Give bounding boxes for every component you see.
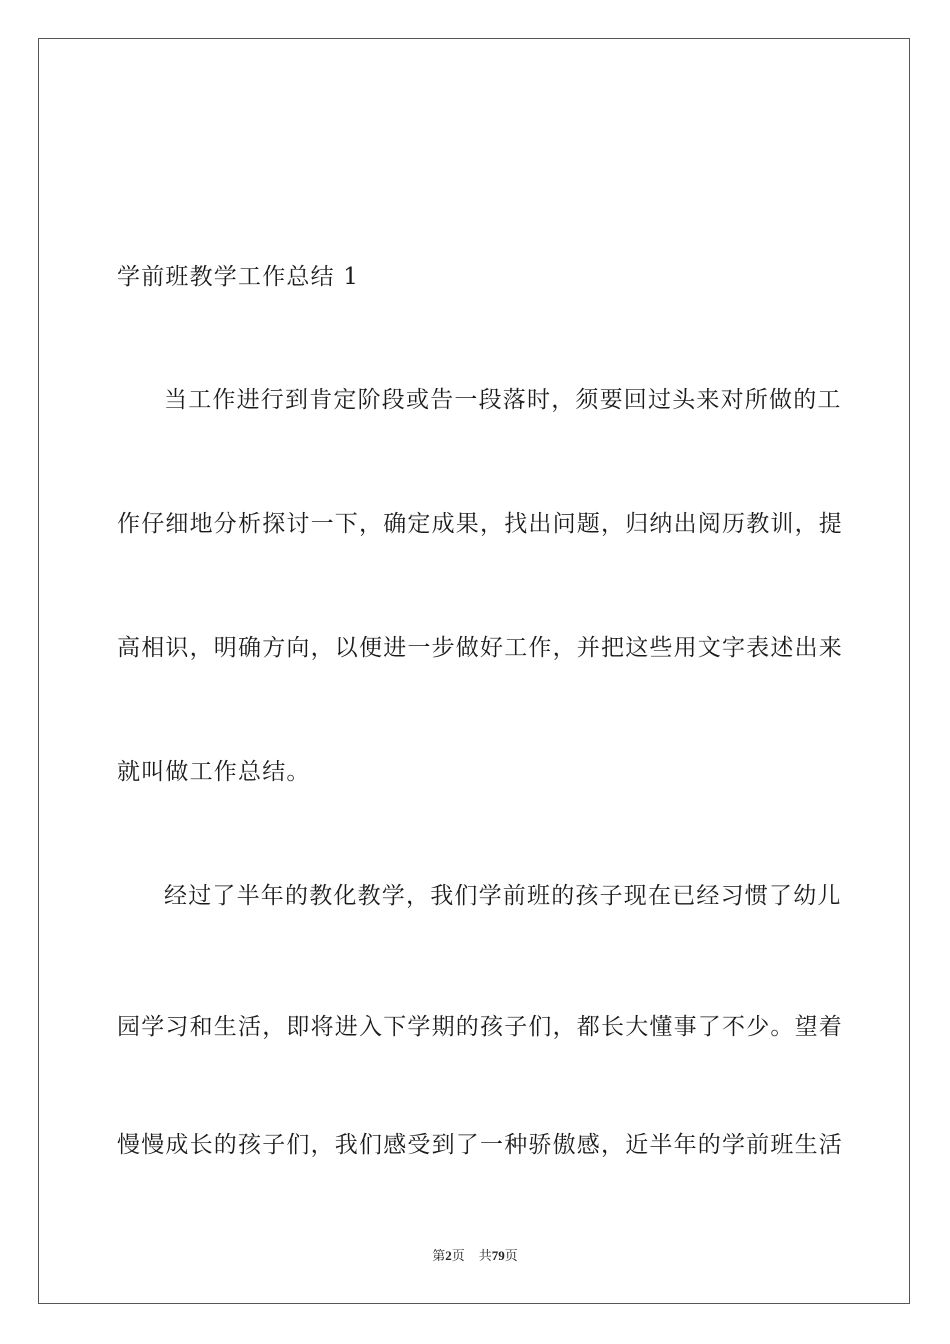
- paragraph-2-line-2: 园学习和生活，即将进入下学期的孩子们，都长大懂事了不少。望着: [117, 1014, 843, 1040]
- total-suffix: 页: [504, 1248, 518, 1263]
- paragraph-2-line-1: 经过了半年的教化教学，我们学前班的孩子现在已经习惯了幼儿: [164, 883, 842, 909]
- paragraph-1-line-3: 高相识，明确方向，以便进一步做好工作，并把这些用文字表述出来: [117, 635, 843, 661]
- paragraph-1-line-4: 就叫做工作总结。: [117, 759, 311, 785]
- paragraph-1-line-2: 作仔细地分析探讨一下，确定成果，找出问题，归纳出阅历教训，提: [117, 511, 843, 537]
- paragraph-1-line-1: 当工作进行到肯定阶段或告一段落时，须要回过头来对所做的工: [164, 387, 842, 413]
- paragraph-2-line-3: 慢慢成长的孩子们，我们感受到了一种骄傲感，近半年的学前班生活: [117, 1132, 843, 1158]
- page-prefix: 第: [432, 1248, 446, 1263]
- total-pages: 79: [491, 1248, 505, 1263]
- page-number: 2: [445, 1248, 452, 1263]
- total-prefix: 共: [478, 1248, 492, 1263]
- page-border: [38, 38, 910, 1304]
- document-heading: 学前班教学工作总结 1: [117, 264, 360, 290]
- page-footer: [0, 1247, 950, 1265]
- page-suffix: 页: [451, 1248, 465, 1263]
